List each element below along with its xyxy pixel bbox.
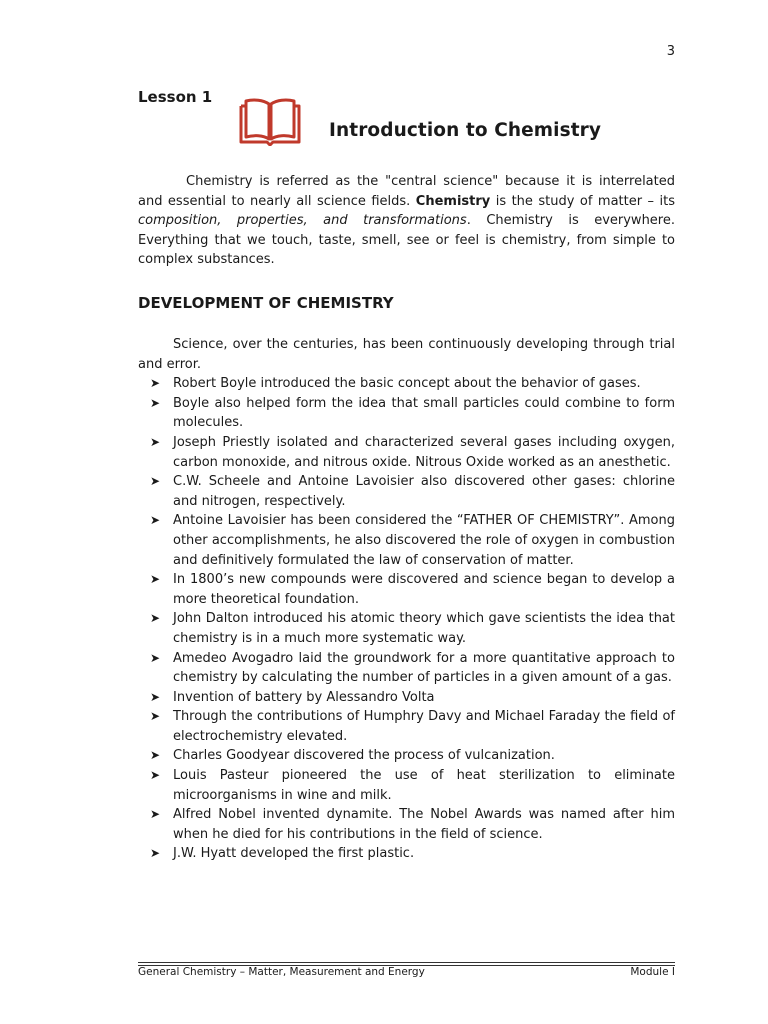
intro-text-3: . Chemistry is everywhere. Everything that we touch, taste, smell, see or feel is chemistry, from simple to complex substances. [138, 213, 675, 268]
arrow-bullet-icon: ➤ [150, 709, 161, 724]
list-item-text: Boyle also helped form the idea that small particles could combine to form molecules. [173, 395, 675, 431]
list-item-text: Invention of battery by Alessandro Volta [173, 689, 435, 705]
intro-bold-term: Chemistry [415, 193, 491, 209]
list-item [138, 746, 675, 766]
list-item [138, 433, 675, 472]
list-item [138, 609, 675, 648]
list-item-text: J.W. Hyatt developed the first plastic. [173, 846, 415, 862]
arrow-bullet-icon: ➤ [150, 650, 161, 665]
footer-module-label: Module I [630, 966, 675, 978]
list-item-text: John Dalton introduced his atomic theory which gave scientists the idea that chemistry is in a much more systematic way. [173, 611, 675, 646]
list-item [138, 511, 675, 570]
list-item [138, 844, 675, 864]
list-item [138, 472, 675, 511]
list-item [138, 649, 675, 688]
intro-italic-phrase: composition, properties, and transformations [138, 213, 467, 229]
list-item [138, 707, 675, 746]
arrow-bullet-icon: ➤ [150, 572, 161, 587]
list-item [138, 766, 675, 805]
list-item-text: C.W. Scheele and Antoine Lavoisier also discovered other gases: chlorine and nitrogen, respectively. [173, 474, 675, 509]
list-item-text: Joseph Priestly isolated and characterized several gases including oxygen, carbon monoxide, and nitrous oxide. Nitrous Oxide worked as an anesthetic. [173, 434, 675, 470]
lesson-title: Introduction to Chemistry [329, 120, 602, 141]
intro-paragraph [138, 172, 675, 270]
arrow-bullet-icon: ➤ [150, 807, 161, 822]
arrow-bullet-icon: ➤ [150, 376, 161, 391]
list-item-text: Alfred Nobel invented dynamite. The Nobel Awards was named after him when he died for his contributions in the field of science. [173, 807, 675, 842]
intro-text-2: is the study of matter – its [490, 193, 675, 209]
list-item [138, 570, 675, 609]
list-item-text: In 1800’s new compounds were discovered and science began to develop a more theoretical foundation. [173, 572, 675, 607]
list-item [138, 688, 675, 708]
arrow-bullet-icon: ➤ [150, 768, 161, 783]
arrow-bullet-icon: ➤ [150, 689, 161, 704]
lesson-label: Lesson 1 [138, 88, 213, 106]
development-bullet-list [138, 374, 675, 864]
book-icon [238, 98, 302, 146]
list-item [138, 374, 675, 394]
list-item-text: Charles Goodyear discovered the process of vulcanization. [173, 748, 555, 764]
list-item-text: Through the contributions of Humphry Davy and Michael Faraday the field of electrochemistry elevated. [173, 709, 675, 744]
list-item-text: Robert Boyle introduced the basic concept about the behavior of gases. [173, 376, 641, 392]
arrow-bullet-icon: ➤ [150, 395, 161, 410]
list-item [138, 805, 675, 844]
footer-course-title: General Chemistry – Matter, Measurement and Energy [138, 966, 425, 978]
arrow-bullet-icon: ➤ [150, 513, 161, 528]
list-item-text: Louis Pasteur pioneered the use of heat sterilization to eliminate microorganisms in wine and milk. [173, 768, 675, 803]
development-intro [138, 335, 675, 374]
arrow-bullet-icon: ➤ [150, 434, 161, 449]
page-number: 3 [666, 44, 675, 59]
arrow-bullet-icon: ➤ [150, 846, 161, 861]
development-intro-text: Science, over the centuries, has been continuously developing through trial and error. [138, 337, 675, 372]
arrow-bullet-icon: ➤ [150, 748, 161, 763]
arrow-bullet-icon: ➤ [150, 474, 161, 489]
intro-text-1: Chemistry is referred as the "central science" because it is interrelated and essential to nearly all science fields. [138, 174, 675, 209]
list-item [138, 394, 675, 433]
development-section [138, 335, 675, 864]
list-item-text: Antoine Lavoisier has been considered the “FATHER OF CHEMISTRY”. Among other accomplishments, he also discovered the role of oxygen in combustion and definitively formulated the law of conservation of matter. [173, 513, 675, 568]
arrow-bullet-icon: ➤ [150, 611, 161, 626]
list-item-text: Amedeo Avogadro laid the groundwork for a more quantitative approach to chemistry by calculating the number of particles in a given amount of a gas. [173, 650, 675, 686]
section-heading: DEVELOPMENT OF CHEMISTRY [138, 294, 394, 312]
